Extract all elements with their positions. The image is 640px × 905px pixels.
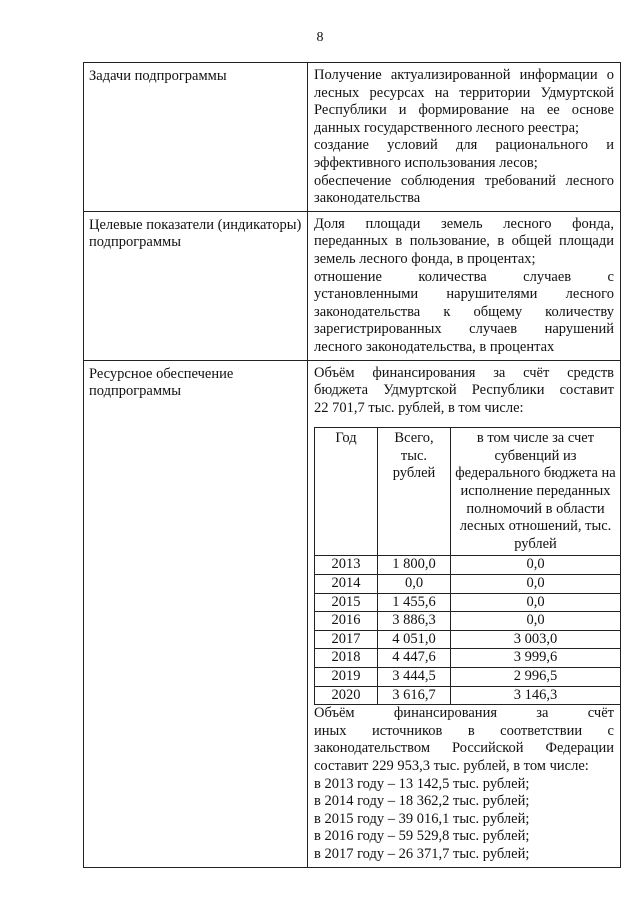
table-row — [84, 360, 621, 867]
text-line: иных источников в соответствии с — [314, 722, 614, 739]
text-line: в 2015 году – 39 016,1 тыс. рублей; — [314, 810, 530, 827]
header-total: Всего, тыс. рублей — [378, 428, 451, 556]
table-row — [315, 686, 621, 705]
text-line: эффективного использования лесов; — [314, 154, 538, 171]
total-cell: 4 447,6 — [378, 649, 451, 668]
subvention-cell: 0,0 — [451, 593, 621, 612]
subvention-cell: 3 003,0 — [451, 630, 621, 649]
table-row — [315, 668, 621, 687]
table-row — [315, 556, 621, 575]
subvention-cell: 2 996,5 — [451, 668, 621, 687]
financing-table — [314, 427, 621, 705]
subvention-cell: 0,0 — [451, 612, 621, 631]
subvention-cell: 3 999,6 — [451, 649, 621, 668]
text-line: 22 701,7 тыс. рублей, в том числе: — [314, 399, 524, 416]
text-line: Объём финансирования за счёт средств — [314, 364, 614, 381]
row-value-tasks — [308, 63, 621, 212]
subprogram-passport-table — [83, 62, 621, 868]
text-line: установленными нарушителями лесного — [314, 286, 614, 303]
text-line: земель лесного фонда, в процентах; — [314, 250, 536, 267]
text-line: лесного законодательства, в процентах — [314, 338, 555, 355]
text-line: лесных ресурсах на территории Удмуртской — [314, 84, 614, 101]
row-label-tasks: Задачи подпрограммы — [84, 63, 308, 212]
total-cell: 4 051,0 — [378, 630, 451, 649]
year-cell: 2019 — [315, 668, 378, 687]
year-cell: 2014 — [315, 575, 378, 594]
total-cell: 1 800,0 — [378, 556, 451, 575]
row-label-resources: Ресурсное обеспечение подпрограммы — [84, 360, 308, 867]
text-line: законодательства — [314, 190, 421, 207]
table-row — [315, 593, 621, 612]
year-cell: 2015 — [315, 593, 378, 612]
year-cell: 2018 — [315, 649, 378, 668]
text-line: составит 229 953,3 тыс. рублей, в том числе: — [314, 757, 589, 774]
table-row — [315, 630, 621, 649]
year-cell: 2013 — [315, 556, 378, 575]
table-row — [315, 575, 621, 594]
header-subventions: в том числе за счет субвенций из федерального бюджета на исполнение переданных полномочий в области лесных отношений, тыс. рублей — [451, 428, 621, 556]
table-row — [315, 649, 621, 668]
text-line: данных государственного лесного реестра; — [314, 119, 580, 136]
subvention-cell: 3 146,3 — [451, 686, 621, 705]
text-line: законодательства к общему количеству — [314, 303, 614, 320]
total-cell: 0,0 — [378, 575, 451, 594]
financing-header-row — [315, 428, 621, 556]
text-line: Получение актуализированной информации о — [314, 67, 614, 83]
text-line: законодательством Российской Федерации — [314, 740, 614, 757]
text-line: Объём финансирования за счёт — [314, 705, 614, 722]
total-cell: 3 616,7 — [378, 686, 451, 705]
page-number: 8 — [316, 30, 324, 45]
total-cell: 3 886,3 — [378, 612, 451, 631]
year-cell: 2017 — [315, 630, 378, 649]
text-line: бюджета Удмуртской Республики составит — [314, 382, 614, 399]
year-cell: 2016 — [315, 612, 378, 631]
table-row — [315, 612, 621, 631]
text-line: в 2017 году – 26 371,7 тыс. рублей; — [314, 845, 530, 862]
text-line: зарегистрированных случаев нарушений — [314, 321, 614, 338]
year-cell: 2020 — [315, 686, 378, 705]
subvention-cell: 0,0 — [451, 556, 621, 575]
row-value-indicators — [308, 211, 621, 360]
table-row — [84, 63, 621, 212]
text-line: в 2014 году – 18 362,2 тыс. рублей; — [314, 793, 530, 810]
text-line: в 2016 году – 59 529,8 тыс. рублей; — [314, 828, 530, 845]
total-cell: 1 455,6 — [378, 593, 451, 612]
text-line: обеспечение соблюдения требований лесного — [314, 172, 614, 189]
row-label-indicators: Целевые показатели (индикаторы) подпрограммы — [84, 211, 308, 360]
total-cell: 3 444,5 — [378, 668, 451, 687]
text-line: переданных в пользование, в общей площади — [314, 233, 614, 250]
text-line: Доля площади земель лесного фонда, — [314, 215, 614, 232]
text-line: отношение количества случаев с — [314, 268, 614, 285]
text-line: Республики и формирование на ее основе — [314, 102, 614, 119]
table-row — [84, 211, 621, 360]
row-value-resources — [308, 360, 621, 867]
subvention-cell: 0,0 — [451, 575, 621, 594]
text-line: создание условий для рационального и — [314, 137, 614, 154]
header-year: Год — [315, 428, 378, 556]
text-line: в 2013 году – 13 142,5 тыс. рублей; — [314, 775, 530, 792]
